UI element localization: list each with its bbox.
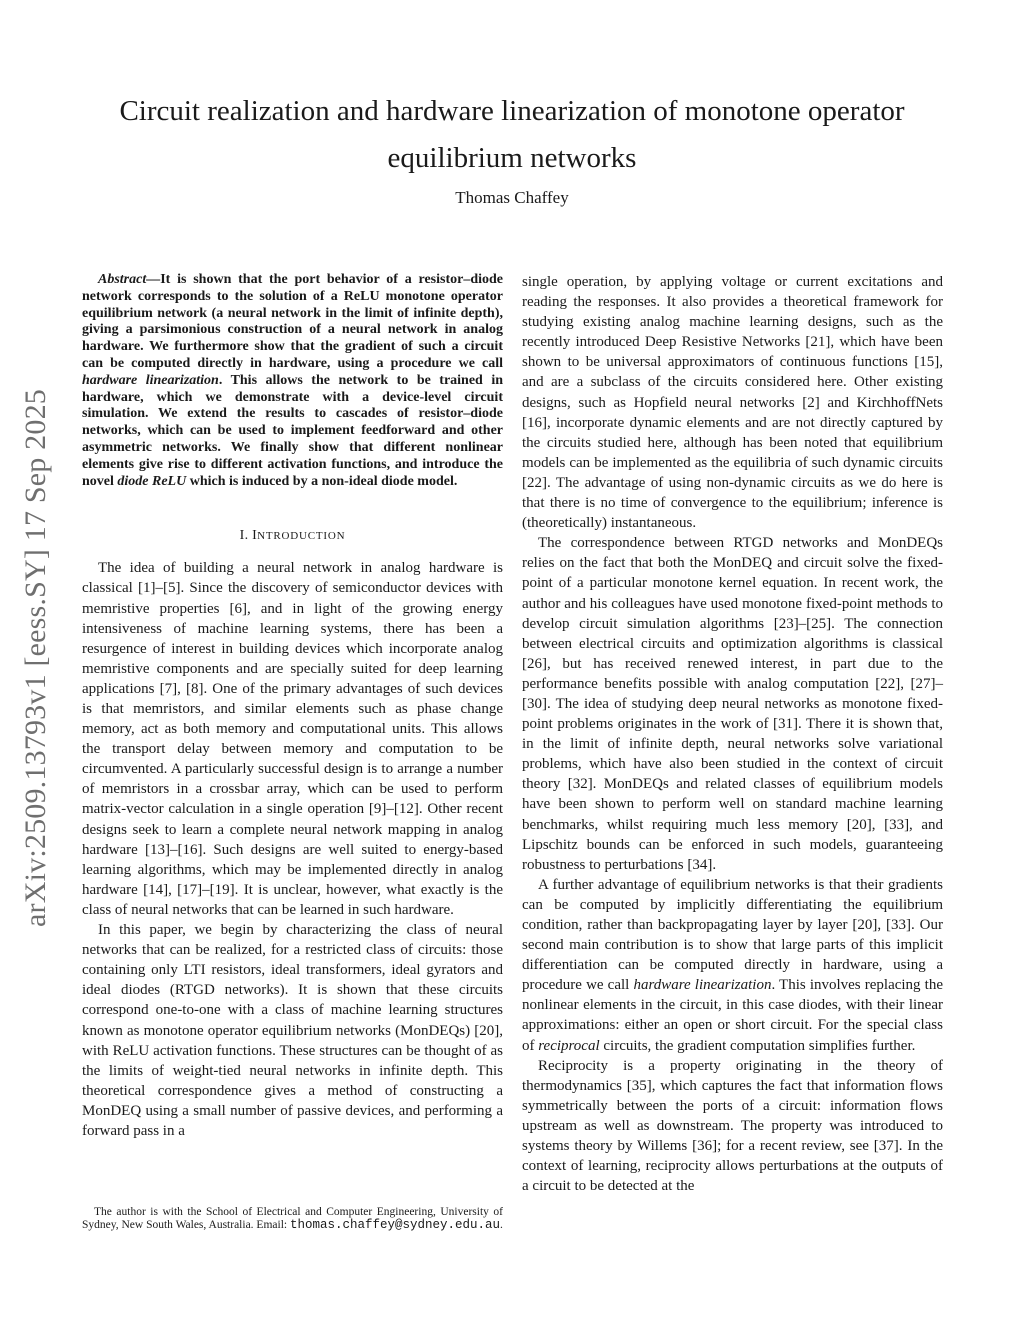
abstract-text-1: It is shown that the port behavior of a resistor–diode network corresponds to the solution of a ReLU monotone operator equilibrium network (a neural network in the limit of infinite depth), giving a parsimonious construction of a neural network in analog hardware. We furthermore show that the gradient of such a circuit can be computed directly in hardware, using a procedure we call <box>82 272 503 371</box>
p3-text-b: . This involves replacing the nonlinear elements in the circuit, in this case diodes, with their linear approximations: either an open or short circuit. For the special class of <box>522 977 943 1054</box>
section-initial: I <box>252 528 258 544</box>
paper-author: Thomas Chaffey <box>455 188 569 207</box>
paper-title: Circuit realization and hardware linearization of monotone operator equilibrium networks <box>119 95 905 174</box>
intro-paragraph-1: The idea of building a neural network in analog hardware is classical [1]–[5]. Since the discovery of semiconductor devices with memristive properties [6], and in light of the growing energy intensiveness of machine learning systems, there has been a resurgence of interest in building devices which incorporate analog memristive components and are specially suited for deep learning applications [7], [8]. One of the primary advantages of such devices is that memristors, and similar elements such as phase change memory, act as both memory and computational units. This allows the transport delay between memory and computation to be circumvented. A particularly successful design is to arrange a number of memristors in a crossbar array, which can be used to perform matrix-vector calculation in a single operation [9]–[12]. Other recent designs seek to learn a complete neural network mapping in analog hardware [13]–[16]. Such designs are well suited to energy-based learning algorithms, which may be implemented directly in analog hardware [14], [17]–[19]. It is unclear, however, what exactly is the class of neural networks that can be learned in such hardware. <box>82 560 503 918</box>
author-email: thomas.chaffey@sydney.edu.au <box>289 1218 501 1233</box>
section-rest: NTRODUCTION <box>257 530 346 543</box>
intro-paragraph-2: In this paper, we begin by characterizing the class of neural networks that can be realized, for a restricted class of circuits: those containing only LTI resistors, ideal transformers, ideal gyrators and ideal diodes (RTGD networks). It is shown that these circuits correspond one-to-one with a class of machine learning structures known as monotone operator equilibrium networks (MonDEQs) [20], with ReLU activation functions. These structures can be thought of as the limits of weight-tied neural networks in infinite depth. This theoretical correspondence gives a method of constructing a MonDEQ using a small number of passive devices, and performing a forward pass in a <box>82 922 503 1139</box>
right-paragraph-2: The correspondence between RTGD networks and MonDEQs relies on the fact that both the MonDEQ and circuit solve the fixed-point of a particular monotone kernel equation. In recent work, the author and his colleagues have used monotone fixed-point methods to develop circuit simulation algorithms [23]–[25]. The connection between electrical circuits and optimization algorithms is classical [26], but has received renewed interest, in part due to the performance benefits possible with analog computation [22], [27]–[30]. The idea of studying deep neural networks as monotone fixed-point problems originates in the work of [31]. There it is shown that, in the limit of infinite depth, neural networks solve variational problems, which have also been studied in the context of circuit theory [32]. MonDEQs and related classes of equilibrium models have been shown to perform well on standard machine learning benchmarks, whilst requiring much less memory [20], [33], and Lipschitz bounds can be enforced in such models, guaranteeing robustness to perturbations [34]. <box>522 535 943 873</box>
p3-text-a: A further advantage of equilibrium networks is that their gradients can be computed by implicitly differentiating the equilibrium condition, rather than backpropagating layer by layer [20], [33]. Our second main contribution is to show that large parts of this implicit differentiation can be computed directly in hardware, using a procedure we call <box>522 876 943 994</box>
left-column <box>82 272 503 1141</box>
arxiv-identifier: arXiv:2509.13793v1 [eess.SY] 17 Sep 2025 <box>19 389 52 927</box>
right-column <box>522 272 943 1196</box>
abstract-label: Abstract— <box>98 272 161 287</box>
footnote-text: The author is with the School of Electrical and Computer Engineering, University of Sydney, New South Wales, Australia. Email: <box>82 1206 503 1232</box>
abstract-text-3: which is induced by a non-ideal diode model. <box>186 473 458 489</box>
right-paragraph-3 <box>522 875 943 1056</box>
footnote-area <box>82 1206 503 1232</box>
p3-text-c: circuits, the gradient computation simplifies further. <box>599 1037 916 1054</box>
abstract-emphasis-2: diode ReLU <box>117 473 187 489</box>
section-number: I. <box>239 528 253 544</box>
section-heading-introduction <box>82 528 503 544</box>
arxiv-sidebar <box>8 338 64 978</box>
abstract <box>82 272 503 490</box>
abstract-text-2: . This allows the network to be trained in hardware, which we demonstrate with a device-level circuit simulation. We extend the results to cascades of resistor–diode networks, which can be used to implement feedforward and other asymmetric networks. We finally show that different nonlinear elements give rise to different activation functions, and introduce the novel <box>82 372 503 489</box>
right-paragraph-1: single operation, by applying voltage or current excitations and reading the responses. It also provides a theoretical framework for studying existing analog machine learning designs, such as the recently introduced Deep Resistive Networks [21], which have been shown to be universal approximators of continuous functions [15], and are a subclass of the circuits considered here. Other existing designs, such as Hopfield neural networks [2] and KirchhoffNets [16], incorporate dynamic elements and are not directly captured by the circuits studied here, although has been noted that equilibrium models can be implemented as the equilibria of such dynamic circuits [22]. The advantage of using non-dynamic circuits as we do here is that there is no time of convergence to the equilibrium; inference is (theoretically) instantaneous. <box>522 274 943 532</box>
p3-emphasis-1: hardware linearization <box>633 977 772 994</box>
right-paragraph-4: Reciprocity is a property originating in the theory of thermodynamics [35], which captures the fact that information flows symmetrically between the ports of a circuit: information flows upstream as well as downstream. The property was introduced to systems theory by Willems [36]; for a recent review, see [37]. In the context of learning, reciprocity allows perturbations at the outputs of a circuit to be detected at the <box>522 1057 943 1195</box>
abstract-emphasis-1: hardware linearization <box>82 372 219 388</box>
p3-emphasis-2: reciprocal <box>538 1037 600 1054</box>
footnote-end: . <box>500 1219 503 1232</box>
author-footnote <box>82 1206 503 1232</box>
